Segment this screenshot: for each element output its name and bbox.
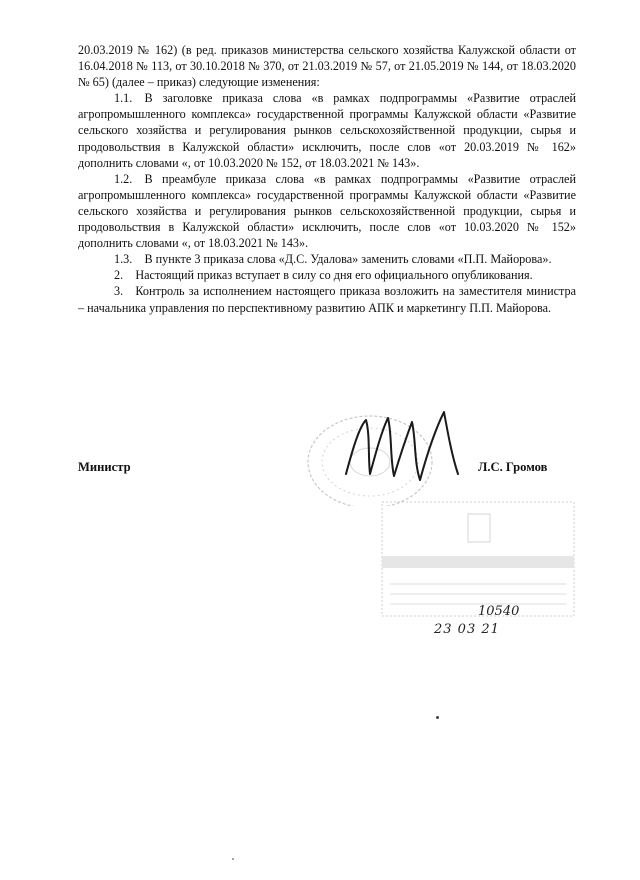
item-1-2: 1.2. В преамбуле приказа слова «в рамках подпрограммы «Развитие отраслей агропромышленного комплекса» государственной программы Калужской области «Развитие сельского хозяйства и регулирования рынков сельскохозяйственной продукции, сырья и продовольствия в Калужской области» исключить, после слов «от 10.03.2020 № 152» дополнить словами «, от 18.03.2021 № 143». (78, 171, 576, 251)
registration-number: 10540 (478, 604, 520, 619)
document-body (78, 42, 576, 316)
item-3: 3. Контроль за исполнением настоящего приказа возложить на заместителя министра – начальника управления по перспективному развитию АПК и маркетингу П.П. Майорова. (78, 284, 576, 315)
item-1-3: 1.3. В пункте 3 приказа слова «Д.С. Удалова» заменить словами «П.П. Майорова». (114, 252, 552, 267)
signatory-title: Министр (78, 460, 131, 474)
item-2: 2. Настоящий приказ вступает в силу со дня его официального опубликования. (114, 268, 533, 283)
signature-block (78, 460, 576, 480)
registration-stamp (378, 498, 578, 658)
item-1-1: 1.1. В заголовке приказа слова «в рамках подпрограммы «Развитие отраслей агропромышленного комплекса» государственной программы Калужской области «Развитие сельского хозяйства и регулирования рынков сельскохозяйственной продукции, сырья и продовольствия в Калужской области» исключить, после слов «от 20.03.2019 № 162» дополнить словами «, от 10.03.2020 № 152, от 18.03.2021 № 143». (78, 91, 576, 170)
page-mark (436, 716, 439, 719)
registration-date: 23 03 21 (434, 622, 500, 637)
signatory-name: Л.С. Громов (478, 460, 548, 474)
intro-paragraph: 20.03.2019 № 162) (в ред. приказов министерства сельского хозяйства Калужской области от 16.04.2018 № 113, от 30.10.2018 № 370, от 21.03.2019 № 57, от 21.05.2019 № 144, от 18.03.2020 № 65) (далее – приказ) следующие изменения: (78, 43, 576, 90)
scan-speck (232, 858, 234, 860)
